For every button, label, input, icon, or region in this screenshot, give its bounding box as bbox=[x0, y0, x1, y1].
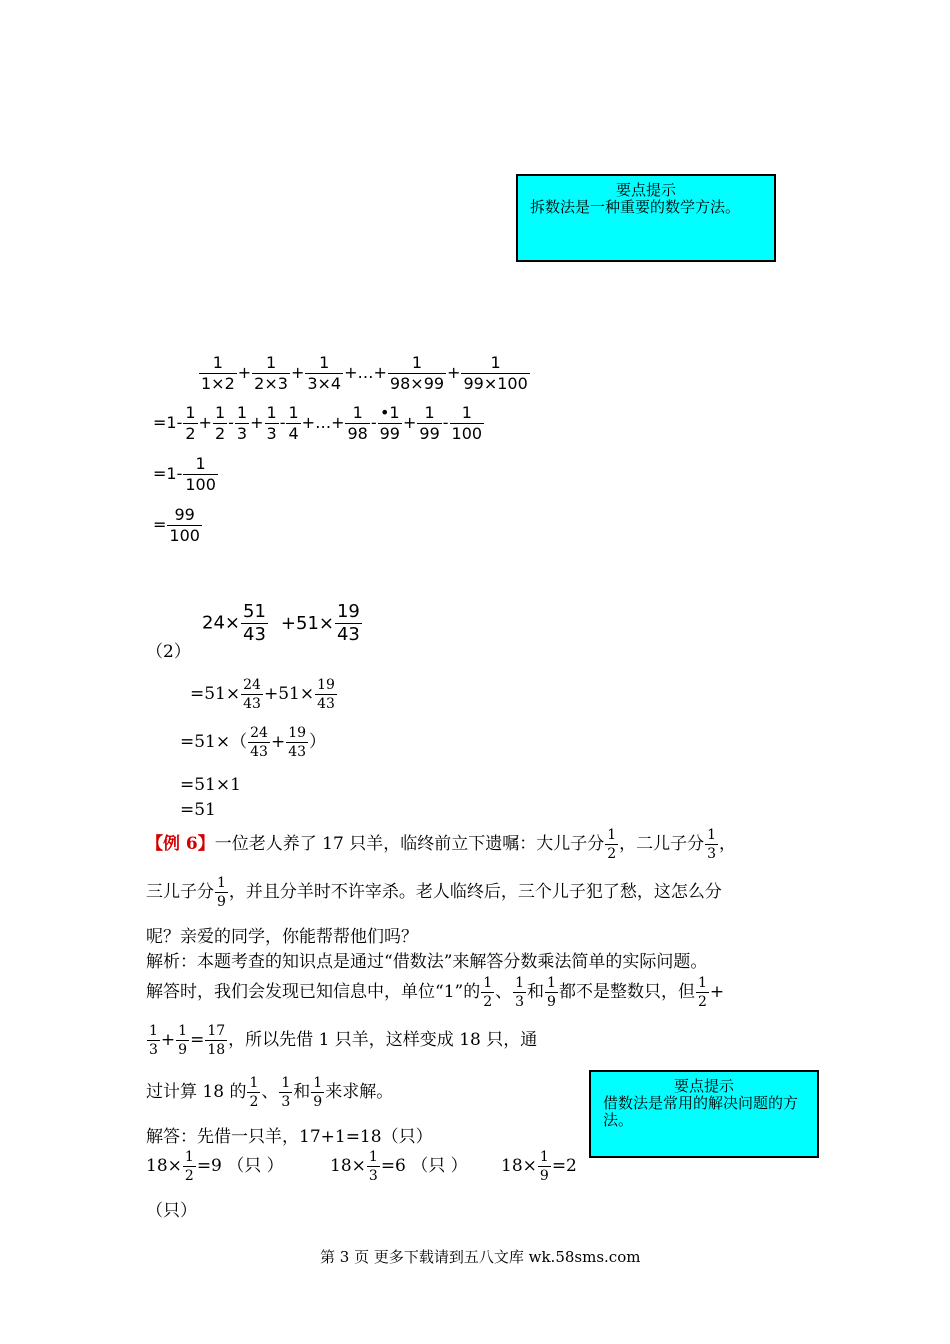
tip-body: 借数法是常用的解决问题的方法。 bbox=[603, 1094, 799, 1129]
fraction: $\frac{99}{100}$ bbox=[169, 505, 200, 545]
fraction: $\frac{1}{2}$ bbox=[184, 1149, 194, 1184]
ex6-para3: 呢？亲爱的同学，你能帮帮他们吗？ bbox=[146, 927, 418, 947]
fraction: $\frac{1}{99}$ bbox=[419, 403, 440, 443]
fraction: $\frac{1}{3}$ bbox=[707, 827, 717, 862]
tip-body: 拆数法是一种重要的数学方法。 bbox=[530, 198, 741, 216]
ex6-para1: 【例 6】一位老人养了 17 只羊，临终前立下遗嘱：大儿子分 $\frac{1}{2}$ ，二儿子分 $\frac{1}{3}$ ， bbox=[146, 827, 737, 862]
eq2-step3: =51×1 bbox=[180, 775, 241, 795]
tip-title: 要点提示 bbox=[615, 181, 676, 199]
fraction: $\frac{1}{98\times 99}$ bbox=[389, 353, 445, 393]
ex6-para5: 解答时，我们会发现已知信息中，单位“1”的 $\frac{1}{2}$ 、 $\frac{1}{3}$ 和 $\frac{1}{9}$ 都不是整数只，但 $\frac{1}{2}$ + bbox=[146, 975, 725, 1010]
tip-title: 要点提示 bbox=[673, 1077, 734, 1095]
ex6-analysis: 解析：本题考查的知识点是通过“借数法”来解答分数乘法简单的实际问题。 bbox=[146, 952, 708, 972]
eq2-label: （2） bbox=[146, 642, 191, 662]
fraction: $\frac{•1}{99}$ bbox=[379, 403, 400, 443]
example-tag: 【例 6】 bbox=[146, 834, 215, 854]
fraction: $\frac{1}{2}$ bbox=[697, 975, 707, 1010]
fraction: $\frac{1}{9}$ bbox=[217, 875, 226, 910]
ex6-unit: （只） bbox=[146, 1201, 197, 1221]
fraction: $\frac{1}{9}$ bbox=[178, 1023, 188, 1058]
eq2-step4: =51 bbox=[180, 800, 216, 820]
fraction: $\frac{1}{98}$ bbox=[347, 403, 368, 443]
ex6-calc-3: 18× $\frac{1}{9}$ =2 bbox=[501, 1149, 577, 1184]
page-footer: 第 3 页 更多下载请到五八文库 wk.58sms.com bbox=[320, 1248, 641, 1266]
fraction: $\frac{1}{3}$ bbox=[281, 1075, 291, 1110]
fraction: $\frac{19}{43}$ bbox=[317, 677, 335, 712]
eq1-line2: =1- $\frac{1}{2}$ + $\frac{1}{2}$ - $\frac{1}{3}$ + $\frac{1}{3}$ - $\frac{1}{4}$ +…+ $\frac{1}{98}$ - $\frac{•1}{99}$ + $\frac{1}{99}$ - $\frac{1}{100}$ bbox=[153, 403, 483, 443]
fraction: $\frac{1}{9}$ bbox=[313, 1075, 323, 1110]
eq1-line1: $\frac{1}{1\times 2}$ + $\frac{1}{2\times 3}$ + $\frac{1}{3\times 4}$ +…+ $\frac{1}{98\times 99}$ + $\frac{1}{99\times 100}$ bbox=[201, 353, 528, 393]
fraction: $\frac{1}{3\times 4}$ bbox=[307, 353, 342, 393]
tip-box-1 bbox=[516, 174, 776, 262]
eq1-line4: = $\frac{99}{100}$ bbox=[153, 505, 200, 545]
eq1-line3: =1- $\frac{1}{100}$ bbox=[153, 454, 216, 494]
fraction: $\frac{24}{43}$ bbox=[250, 725, 268, 760]
fraction: $\frac{1}{2}$ bbox=[249, 1075, 259, 1110]
fraction: $\frac{17}{18}$ bbox=[207, 1023, 226, 1058]
fraction: $\frac{1}{3}$ bbox=[266, 403, 277, 443]
ex6-para2: 三儿子分 $\frac{1}{9}$ ，并且分羊时不许宰杀。老人临终后，三个儿子犯了愁，这怎么分 bbox=[146, 875, 722, 910]
fraction: $\frac{1}{1\times 2}$ bbox=[201, 353, 235, 393]
fraction: $\frac{1}{9}$ bbox=[539, 1149, 549, 1184]
fraction: $\frac{1}{3}$ bbox=[368, 1149, 378, 1184]
fraction: $\frac{1}{2}$ bbox=[607, 827, 617, 862]
ex6-para6: $\frac{1}{3}$ + $\frac{1}{9}$ = $\frac{17}{18}$ ，所以先借 1 只羊，这样变成 18 只，通 bbox=[149, 1023, 538, 1058]
tip-box-2 bbox=[589, 1070, 819, 1158]
ex6-para7: 过计算 18 的 $\frac{1}{2}$ 、 $\frac{1}{3}$ 和 $\frac{1}{9}$ 来求解。 bbox=[146, 1075, 394, 1110]
fraction: $\frac{1}{2\times 3}$ bbox=[254, 353, 288, 393]
ex6-answer: 解答：先借一只羊，17+1=18（只） bbox=[146, 1127, 433, 1147]
fraction: $\frac{24}{43}$ bbox=[243, 677, 261, 712]
fraction: $\frac{1}{3}$ bbox=[515, 975, 525, 1010]
fraction: $\frac{1}{9}$ bbox=[547, 975, 556, 1010]
fraction: $\frac{19}{43}$ bbox=[336, 601, 360, 645]
ex6-calc-1: 18× $\frac{1}{2}$ =9 （只 ） bbox=[146, 1149, 284, 1184]
fraction: $\frac{1}{2}$ bbox=[185, 403, 196, 443]
fraction: $\frac{1}{3}$ bbox=[236, 403, 248, 443]
fraction: $\frac{1}{3}$ bbox=[149, 1023, 158, 1058]
eq2-head: 24× $\frac{51}{43}$ +51× $\frac{19}{43}$ bbox=[202, 601, 360, 645]
fraction: $\frac{51}{43}$ bbox=[243, 601, 266, 645]
fraction: $\frac{1}{4}$ bbox=[288, 403, 299, 443]
fraction: $\frac{1}{2}$ bbox=[483, 975, 493, 1010]
fraction: $\frac{1}{99\times 100}$ bbox=[463, 353, 528, 393]
fraction: $\frac{1}{2}$ bbox=[214, 403, 226, 443]
eq2-step1: =51× $\frac{24}{43}$ +51× $\frac{19}{43}$ bbox=[190, 677, 335, 712]
fraction: $\frac{19}{43}$ bbox=[288, 725, 307, 760]
fraction: $\frac{1}{100}$ bbox=[451, 403, 483, 443]
ex6-calc-2: 18× $\frac{1}{3}$ =6 （只 ） bbox=[330, 1149, 468, 1184]
fraction: $\frac{1}{100}$ bbox=[185, 454, 216, 494]
eq2-step2: =51×（ $\frac{24}{43}$ + $\frac{19}{43}$ ） bbox=[180, 725, 327, 760]
